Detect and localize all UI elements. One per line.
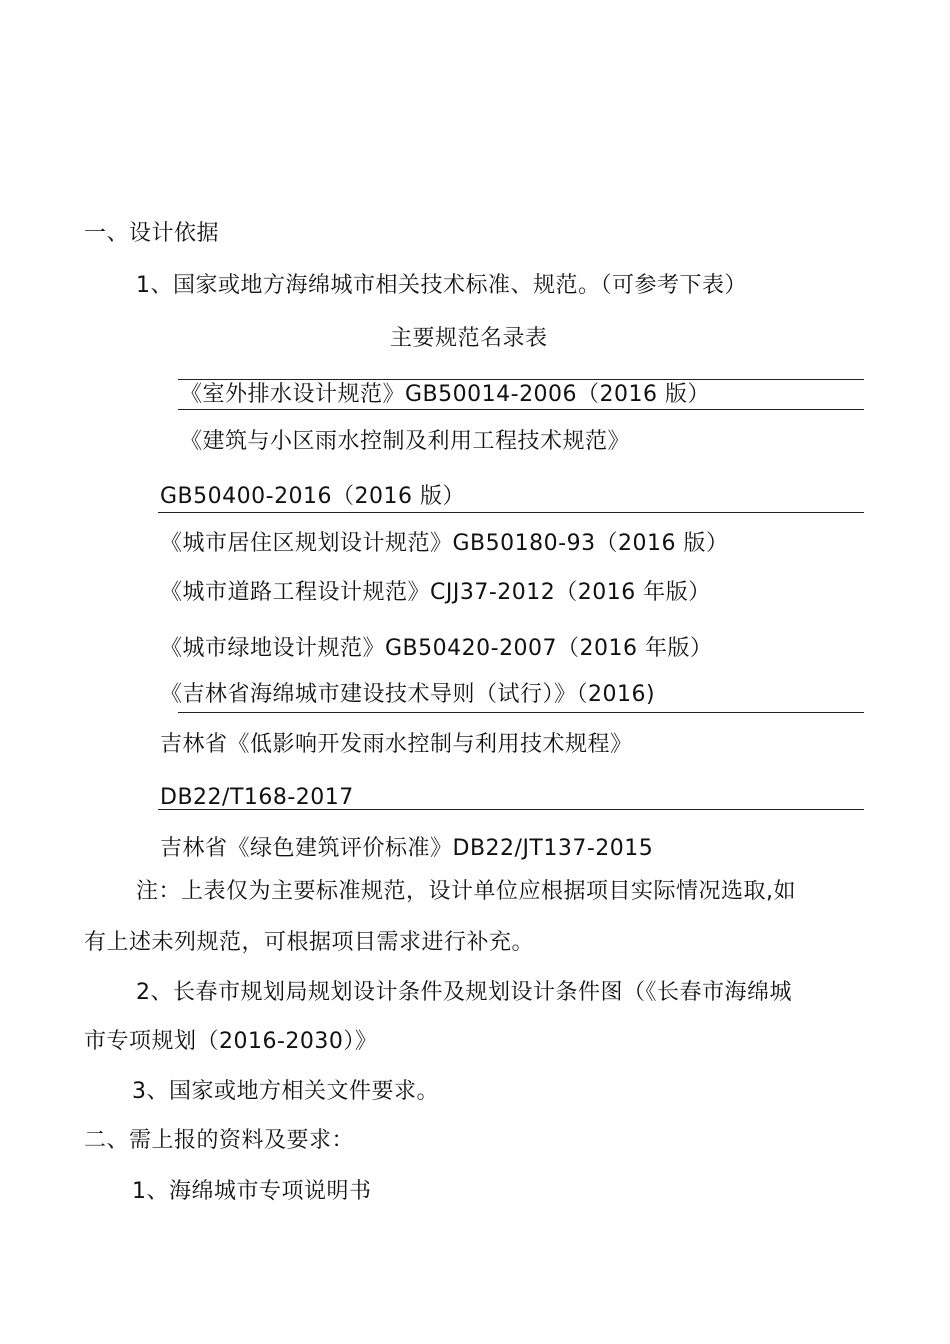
section-heading-design-basis: 一、设计依据 (84, 221, 220, 246)
standard-row-continued: DB22/T168-2017 (160, 785, 354, 810)
standard-row: 《城市居住区规划设计规范》GB50180-93（2016 版） (160, 531, 729, 556)
standard-row: 吉林省《绿色建筑评价标准》DB22/JT137-2015 (160, 836, 654, 861)
standard-row: 《城市道路工程设计规范》CJJ37-2012（2016 年版） (160, 580, 711, 605)
standard-row: 《吉林省海绵城市建设技术导则（试行）》（2016) (160, 682, 656, 707)
standard-row: 《城市绿地设计规范》GB50420-2007（2016 年版） (160, 636, 713, 661)
section-heading-submission: 二、需上报的资料及要求： (84, 1128, 355, 1153)
table-rule (178, 409, 864, 410)
table-rule (178, 712, 864, 713)
item-related-documents: 3、国家或地方相关文件要求。 (132, 1079, 439, 1104)
standard-row: 吉林省《低影响开发雨水控制与利用技术规程》 (160, 732, 633, 757)
standard-row: 《建筑与小区雨水控制及利用工程技术规范》 (180, 429, 631, 454)
table-rule (158, 809, 864, 810)
standard-row: 《室外排水设计规范》GB50014-2006（2016 版） (180, 382, 711, 407)
note-line-1: 注：上表仅为主要标准规范，设计单位应根据项目实际情况选取,如 (136, 879, 796, 904)
note-line-2: 有上述未列规范，可根据项目需求进行补充。 (84, 930, 535, 955)
item-planning-conditions-line-2: 市专项规划（2016-2030）》 (84, 1029, 378, 1054)
table-title: 主要规范名录表 (390, 326, 548, 351)
item-specification-document: 1、海绵城市专项说明书 (132, 1179, 372, 1204)
item-national-standards: 1、国家或地方海绵城市相关技术标准、规范。（可参考下表） (136, 273, 747, 298)
standard-row-continued: GB50400-2016（2016 版） (160, 484, 466, 509)
table-rule (158, 512, 864, 513)
item-planning-conditions-line-1: 2、长春市规划局规划设计条件及规划设计条件图（《长春市海绵城 (136, 980, 792, 1005)
